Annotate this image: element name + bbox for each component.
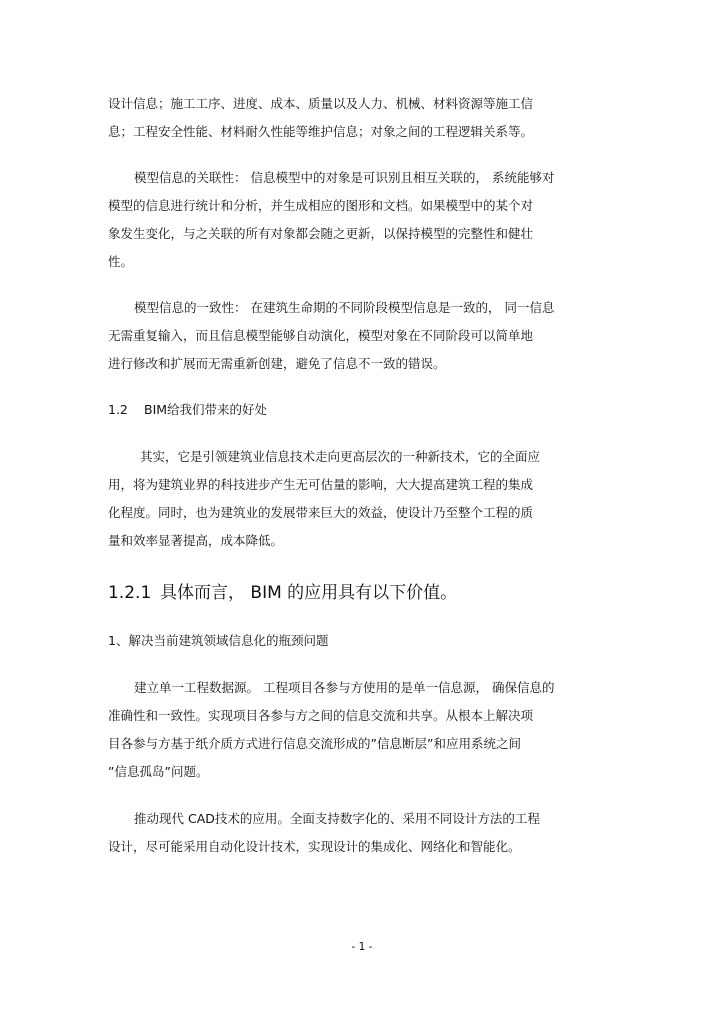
paragraph-line: ”信息孤岛”问题。 [108,764,209,779]
paragraph-line: 息；工程安全性能、材料耐久性能等维护信息；对象之间的工程逻辑关系等。 [108,124,534,139]
paragraph-line: 用，将为建筑业界的科技进步产生无可估量的影响，大大提高建筑工程的集成 [108,477,534,492]
paragraph-line: 无需重复输入，而且信息模型能够自动演化，模型对象在不同阶段可以简单地 [108,328,534,343]
paragraph-line: 设计信息；施工工序、进度、成本、质量以及人力、机械、材料资源等施工信 [108,96,534,111]
paragraph-line: 目各参与方基于纸介质方式进行信息交流形成的”信息断层”和应用系统之间 [108,736,521,751]
page-number: - 1 - [351,941,373,953]
paragraph-line: 建立单一工程数据源。 工程项目各参与方使用的是单一信息源， 确保信息的 [134,680,555,695]
paragraph-line: 化程度。同时，也为建筑业的发展带来巨大的效益，使设计乃至整个工程的质 [108,505,534,520]
paragraph-line: 进行修改和扩展而无需重新创建，避免了信息不一致的错误。 [108,356,446,371]
paragraph-line: 设计，尽可能采用自动化设计技术，实现设计的集成化、网络化和智能化。 [108,839,521,854]
list-item-heading: 1、解决当前建筑领域信息化的瓶颈问题 [108,633,329,648]
paragraph-line: 量和效率显著提高，成本降低。 [108,533,284,548]
paragraph-line: 象发生变化，与之关联的所有对象都会随之更新，以保持模型的完整性和健壮 [108,226,534,241]
section-heading-1-2-1 [108,582,618,604]
paragraph-line: 模型信息的关联性： 信息模型中的对象是可识别且相互关联的， 系统能够对 [134,170,555,185]
section-number: 1.2.1 [108,583,152,603]
paragraph-line: 性。 [108,254,134,269]
paragraph-line: 其实，它是引领建筑业信息技术走向更高层次的一种新技术，它的全面应 [140,449,541,464]
section-heading-1-2 [108,402,618,418]
section-title: 具体而言， BIM 的应用具有以下价值。 [160,583,458,603]
paragraph-line: 准确性和一致性。实现项目各参与方之间的信息交流和共享。从根本上解决项 [108,708,534,723]
paragraph-line: 推动现代 CAD技术的应用。全面支持数字化的、采用不同设计方法的工程 [134,811,540,826]
paragraph-line: 模型信息的一致性： 在建筑生命期的不同阶段模型信息是一致的， 同一信息 [134,300,555,315]
section-title: BIM给我们带来的好处 [144,402,268,417]
paragraph-line: 模型的信息进行统计和分析，并生成相应的图形和文档。如果模型中的某个对 [108,198,534,213]
section-number: 1.2 [108,402,128,417]
